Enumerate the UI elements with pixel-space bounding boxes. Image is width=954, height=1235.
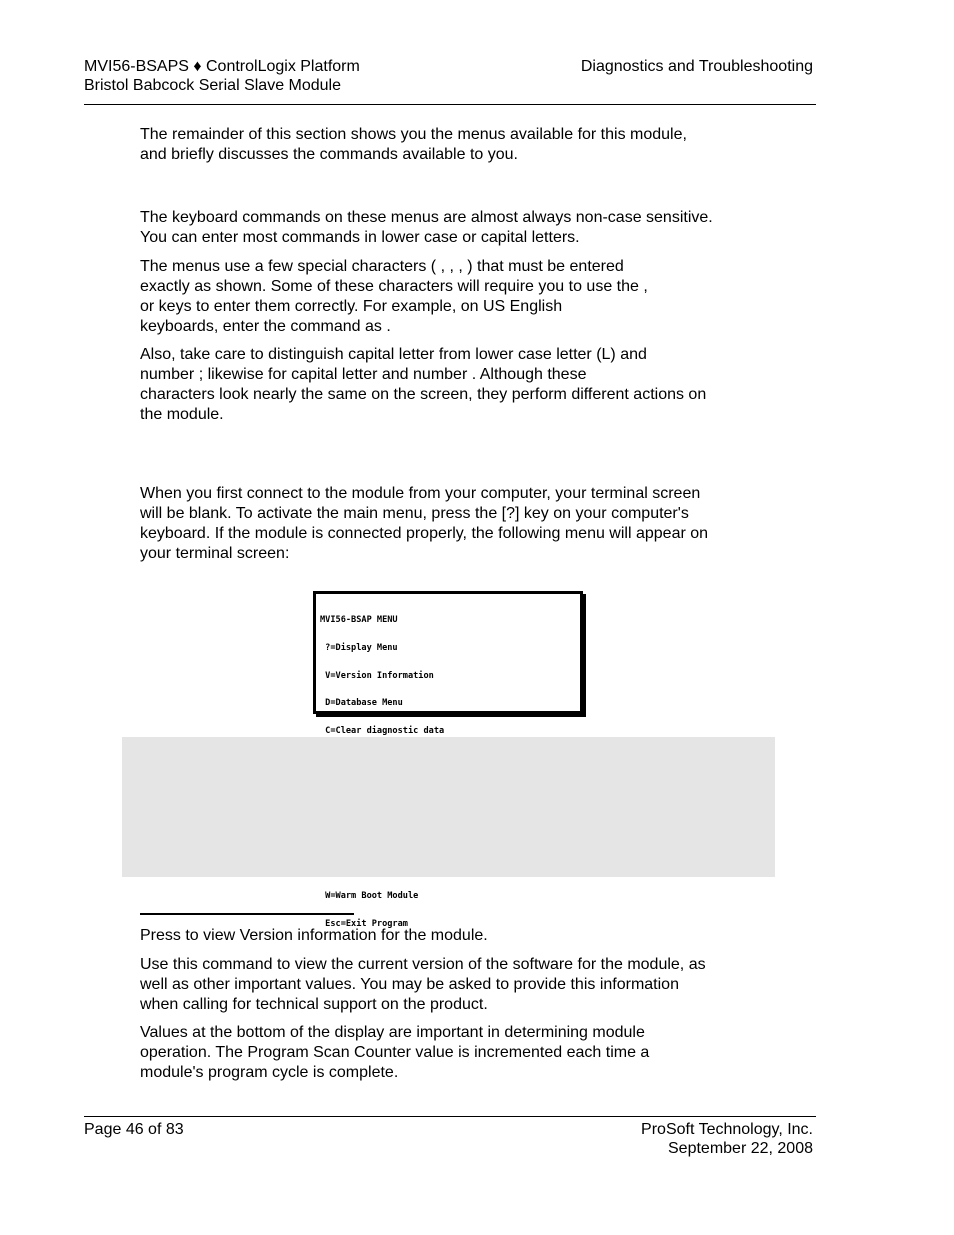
terminal-line: MVI56-BSAP MENU — [320, 615, 398, 626]
terminal-line: W=Warm Boot Module — [320, 891, 419, 902]
header-rule — [84, 104, 816, 105]
header-product-subtitle: Bristol Babcock Serial Slave Module — [84, 77, 342, 94]
header-left — [84, 57, 360, 95]
version-description-paragraph: Use this command to view the current version of the software for the module, as well as other important values. You may be asked to provide this information when calling for technical support on the product. — [140, 956, 706, 1013]
version-instruction: Press to view Version information for the module. — [140, 927, 488, 944]
terminal-line: C=Clear diagnostic data — [320, 725, 445, 736]
terminal-line: D=Database Menu — [320, 698, 403, 709]
subheading-rule — [140, 913, 354, 915]
footer-rule — [84, 1116, 816, 1117]
terminal-line: V=Version Information — [320, 670, 434, 681]
header-product-title: MVI56-BSAPS ♦ ControlLogix Platform — [84, 58, 360, 75]
scan-counter-paragraph: Values at the bottom of the display are important in determining module operation. The Program Scan Counter value is incremented each time a module's program cycle is complete. — [140, 1024, 650, 1081]
header-section-title: Diagnostics and Troubleshooting — [580, 58, 813, 75]
footer-right — [641, 1120, 813, 1158]
note-box — [122, 737, 775, 877]
distinguish-characters-paragraph: Also, take care to distinguish capital letter from lower case letter (L) and number ; likewise for capital letter and number . Although these characters look nearly the same on the screen, they perform different actions on the module. — [140, 346, 707, 423]
case-sensitivity-paragraph: The keyboard commands on these menus are almost always non-case sensitive. You can enter most commands in lower case or capital letters. — [140, 209, 713, 246]
document-date: September 22, 2008 — [668, 1140, 813, 1157]
page-number: Page 46 of 83 — [84, 1121, 184, 1138]
terminal-line: Esc=Exit Program — [320, 918, 408, 929]
special-characters-paragraph: The menus use a few special characters ( , , , ) that must be entered exactly as shown. Some of these characters will require you to use the , or keys to enter them correctly. For example, on US English keyboards, enter the command as . — [140, 258, 648, 335]
intro-paragraph: The remainder of this section shows you the menus available for this module, and briefly discusses the commands available to you. — [140, 126, 687, 163]
main-menu-paragraph: When you first connect to the module from your computer, your terminal screen will be blank. To activate the main menu, press the [?] key on your computer's keyboard. If the module is connected properly, the following menu will appear on your terminal screen: — [140, 485, 709, 562]
terminal-menu-screenshot — [313, 591, 583, 929]
company-name: ProSoft Technology, Inc. — [641, 1121, 813, 1138]
terminal-line: ?=Display Menu — [320, 643, 398, 653]
